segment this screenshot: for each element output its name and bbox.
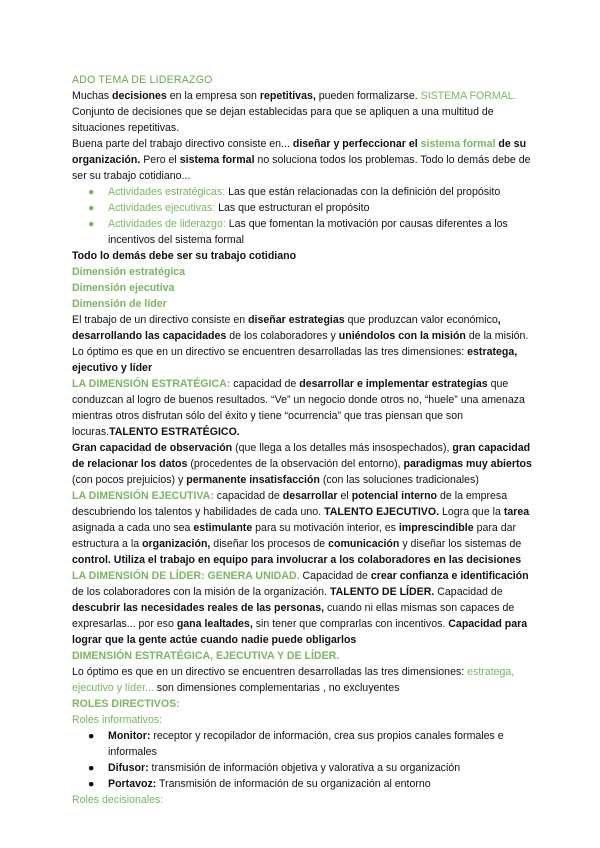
- paragraph-talento-estrategico: Gran capacidad de observación (que llega a los detalles más insospechados), gran capacidad de relacionar los datos (procedentes de la observación del entorno), paradigmas muy abiertos (con pocos prejuicios) y permanente insatisfacción (con las soluciones tradicionales): [72, 442, 532, 486]
- dimension-heading: Dimensión estratégica: [72, 266, 186, 278]
- roles-subheading: Roles informativos:: [72, 714, 163, 726]
- dimension-heading: Dimensión ejecutiva: [72, 282, 175, 294]
- paragraph-optimo: Lo óptimo es que en un directivo se encuentren desarrolladas las tres dimensiones: estratega, ejecutivo y líder... son dimensiones complementarias , no excluyentes: [72, 666, 515, 694]
- list-item: ● Difusor: transmisión de información objetiva y valorativa a su organización: [88, 762, 461, 774]
- section-heading: DIMENSIÓN ESTRATÉGICA, EJECUTIVA Y DE LÍDER.: [72, 650, 340, 662]
- bullet-dot-icon: ●: [88, 778, 95, 790]
- bullet-dot-icon: ●: [88, 730, 95, 742]
- list-item: ● Portavoz: Transmisión de información de su organización al entorno: [88, 778, 431, 790]
- bullet-dot-icon: ●: [88, 186, 95, 198]
- paragraph-dimension-ejecutiva: LA DIMENSIÓN EJECUTIVA: capacidad de desarrollar el potencial interno de la empresa descubriendo los talentos y habilidades de cada uno. TALENTO EJECUTIVO. Logra que la tarea asignada a cada uno sea estimulante para su motivación interior, es imprescindible para dar estructura a la organización, diseñar los procesos de comunicación y diseñar los sistemas de control. Utiliza el trabajo en equipo para involucrar a los colaboradores en las decisiones: [72, 490, 530, 566]
- dimension-heading: Dimensión de líder: [72, 298, 167, 310]
- bold-line: Todo lo demás debe ser su trabajo cotidiano: [72, 250, 297, 262]
- bullet-dot-icon: ●: [88, 762, 95, 774]
- page-title: ADO TEMA DE LIDERAZGO: [72, 74, 213, 86]
- paragraph-dimension-lider: LA DIMENSIÓN DE LÍDER: GENERA UNIDAD. Capacidad de crear confianza e identificación de los colaboradores con la misión de la organización. TALENTO DE LÍDER. Capacidad de descubrir las necesidades reales de las personas, cuando ni ellas mismas son capaces de expresarlas... por eso gana lealtades, sin tener que comprarlas con incentivos. Capacidad para lograr que la gente actúe cuando nadie puede obligarlos: [72, 570, 529, 646]
- list-item: ● Actividades de liderazgo: Las que fomentan la motivación por causas diferentes a los incentivos del sistema formal: [88, 218, 508, 246]
- roles-heading: ROLES DIRECTIVOS:: [72, 698, 180, 710]
- list-item: ● Monitor: receptor y recopilador de información, crea sus propios canales formales e informales: [88, 730, 504, 758]
- paragraph-dimension-estrategica: LA DIMENSIÓN ESTRATÉGICA: capacidad de desarrollar e implementar estrategias que conduzcan al logro de buenos resultados. “Ve” un negocio donde otros no, “huele” una amenaza mientras otros disfrutan sólo del éxito y tiene “ocurrencia” que tras piensan que son locuras.TALENTO ESTRATÉGICO.: [72, 378, 525, 438]
- roles-subheading: Roles decisionales:: [72, 794, 164, 806]
- paragraph-trabajo-directivo: Buena parte del trabajo directivo consiste en... diseñar y perfeccionar el sistema formal de su organización. Pero el sistema formal no soluciona todos los problemas. Todo lo demás debe de ser su trabajo cotidiano...: [72, 138, 531, 182]
- paragraph-trabajo: El trabajo de un directivo consiste en diseñar estrategias que produzcan valor económico, desarrollando las capacidades de los colaboradores y uniéndolos con la misión de la misión. Lo óptimo es que en un directivo se encuentren desarrolladas las tres dimensiones: estratega, ejecutivo y líder: [72, 314, 529, 374]
- activities-list: [72, 184, 542, 248]
- list-item: ● Actividades estratégicas: Las que están relacionadas con la definición del propósito: [88, 186, 501, 198]
- bullet-dot-icon: ●: [88, 218, 95, 230]
- roles-list: [72, 728, 542, 792]
- list-item: ● Actividades ejecutivas: Las que estructuran el propósito: [88, 202, 370, 214]
- bullet-dot-icon: ●: [88, 202, 95, 214]
- document-page: [72, 72, 542, 808]
- paragraph-sistema-formal: Muchas decisiones en la empresa son repetitivas, pueden formalizarse. SISTEMA FORMAL. Conjunto de decisiones que se dejan establecidas para que se apliquen a una multitud de situaciones repetitivas.: [72, 90, 517, 134]
